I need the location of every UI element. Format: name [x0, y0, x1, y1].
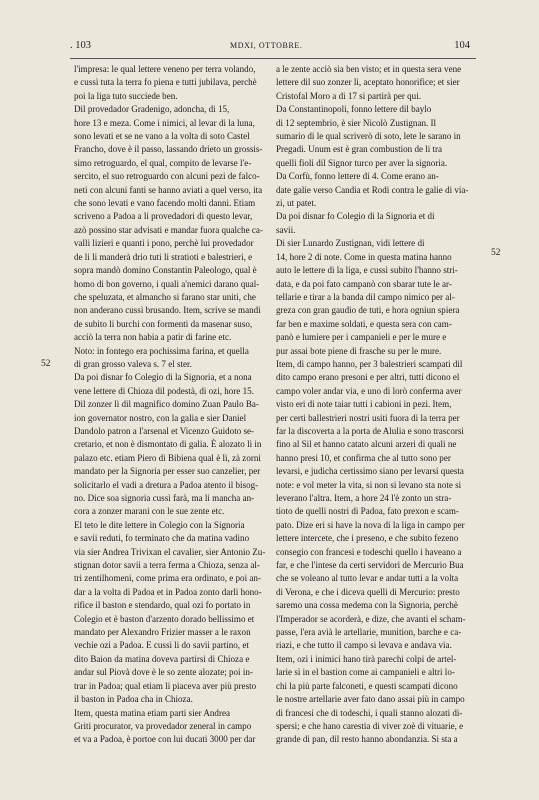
text-line: che se voleano al tutto levar e andar tutti a la volta — [276, 573, 459, 584]
text-line: di 12 septembrio, è sier Nicolò Zustignan. Il — [276, 117, 437, 128]
text-line: Colegio et è baston d'arzento dorado bellissimo et — [74, 613, 255, 624]
text-line: Da Constantinopoli, fonno lettere dil baylo — [276, 104, 432, 115]
text-line: e cussì tuta la terra fo piena e tutti jubilava, perchè — [74, 77, 257, 88]
text-line: note: e vol meter la vita, si non si levano sta note si — [276, 479, 462, 490]
text-line: fino al Sil et hanno catato alcuni arzeri di quali ne — [276, 439, 457, 450]
text-line: de subito li burchi con formenti da masenar suso, — [74, 318, 253, 329]
text-line: Da poi disnar fo Colegio di la Signoria, et a nona — [74, 372, 252, 383]
text-line: savii. — [276, 224, 296, 235]
text-line: che sono levati e vano facendo molti danni. Etiam — [74, 198, 256, 209]
text-line: vene lettere di Chioza dil podestà, di ozi, hore 15. — [74, 385, 254, 396]
text-line: passe, l'era avià le artellarie, munition, barche e ca- — [276, 627, 462, 638]
text-line: Di sier Lunardo Zustignan, vidi lettere di — [276, 238, 425, 249]
text-line: tellarie e tirar a la banda dil campo nimico per al- — [276, 291, 455, 302]
text-line: Cristofal Moro a di 17 si partirà per qui. — [276, 90, 421, 101]
page-header — [70, 40, 470, 54]
text-line: leverano l'altra. Item, a hore 24 l'è zonto un stra- — [276, 493, 452, 503]
text-line: far, e che l'intese da certi servidori de Mercurio Bua — [276, 560, 464, 571]
text-line: l'Imperador se acorderà, e dize, che avanti el scham- — [276, 613, 466, 624]
text-line: zi, ut patet. — [276, 198, 317, 209]
text-line: larie sì in el bastion come ai campanieli e altri lo- — [276, 667, 455, 678]
text-line: Dandolo patron a l'arsenal et Vicenzo Guidoto se- — [74, 425, 255, 436]
text-line: di Verona, e che i diceva quelli di Mercurio: presto — [276, 586, 460, 597]
text-line: andar sul Piovà dove è le so zente alozate; poi in- — [74, 667, 253, 678]
text-line: hore 13 e meza. Come i nimici, al levar di la luna, — [74, 117, 255, 128]
text-line: auto le lettere di la liga, e cussì subito l'hanno stri- — [276, 265, 458, 276]
text-line: dito Baion da matina doveva partirsi di Chioza e — [74, 653, 250, 664]
text-line: acciò la terra non habia a patir di farine etc. — [74, 332, 232, 343]
text-line: di gran grosso valeva s. 7 el ster. — [74, 358, 192, 369]
margin-number-left: 52 — [41, 359, 51, 369]
text-line: El teto le dite lettere in Colegio con la Signoria — [74, 519, 245, 530]
text-line: scriveno a Padoa a li provedadori di questo levar, — [74, 211, 253, 222]
text-line: non anderano cussì brusando. Item, scrive se mandi — [74, 305, 261, 316]
text-line: Griti procurator, va provedador zeneral in campo — [74, 720, 252, 731]
text-line: sopra mandò domino Constantin Paleologo, qual è — [74, 265, 257, 276]
text-line: tioto de quelli nostri di Padoa, fato prexon e scam- — [276, 506, 459, 517]
header-rule — [70, 58, 476, 59]
text-line: lettere dil suo zonzer lì, aceptato honorifice; et sier — [276, 77, 460, 88]
text-line: simo retroguardo, el qual, compito de levarse l'e- — [74, 157, 252, 168]
text-line: spersi; e che hano carestia di viver zoè di vituarie, e — [276, 720, 464, 731]
text-line: greza con gran gaudio de tuti, e hora ogniun spiera — [276, 305, 460, 316]
text-line: cora a zonzer marani con le sue zente etc. — [74, 506, 225, 517]
text-line: azò possino star advisati e mandar fuora qualche ca- — [74, 224, 263, 235]
text-line: via sier Andrea Trivixan el cavalier, sier Antonio Zu- — [74, 546, 266, 557]
page-number-right: 104 — [454, 40, 470, 51]
text-line: per certi ballestrieri nostri usiti fuora di la terra per — [276, 412, 460, 423]
text-line: 14, hore 2 di note. Come in questa matina hanno — [276, 251, 452, 262]
text-line: poi la liga tuto succiede ben. — [74, 90, 178, 101]
text-line: che speluzata, et almancho si farano star uniti, che — [74, 291, 256, 302]
text-line: lettere intercete, che i preseno, e che subito fezeno — [276, 533, 459, 544]
text-line: riazi, e che tutto il campo si levava e andava via. — [276, 640, 452, 651]
text-line: di francesi che di todeschi, i quali stanno alozati di- — [276, 707, 463, 718]
text-line: sumario di le qual scriverò di soto, lete le sarano in — [276, 131, 461, 142]
text-line: il baston in Padoa cha in Chioza. — [74, 694, 193, 705]
text-line: levarsi, e judicha certissimo siano per levarsi questa — [276, 466, 464, 477]
text-line: Pregadi. Unum est è gran combustion de li tra — [276, 144, 443, 155]
text-line: cretario, et non è dismontato di galia. È alozato lì in — [74, 439, 262, 450]
text-line: Da Corfù, fonno lettere di 4. Come erano an- — [276, 171, 439, 182]
page-number-left: . 103 — [70, 40, 91, 51]
margin-number-right: 52 — [491, 248, 501, 258]
text-line: palazo etc. etiam Piero di Bibiena qual è lì, zà zorni — [74, 452, 261, 463]
text-line: Item, questa matina etiam parti sier Andrea — [74, 707, 231, 718]
text-line: trar in Padoa; qual etiam li piaceva aver più presto — [74, 680, 257, 691]
text-line: sercito, el suo retroguardo con alcuni pezi de falco- — [74, 171, 260, 182]
text-line: Noto: in fontego era pochissima farina, et quella — [74, 345, 249, 356]
text-line: Item, di campo hanno, per 3 balestrieri scampati dil — [276, 358, 463, 369]
text-line: Francho, dove è il passo, lassando drieto un grossis- — [74, 144, 263, 155]
text-line: hanno presi 10, et confirma che al tutto sono per — [276, 452, 451, 463]
right-column — [276, 63, 476, 747]
text-line: chi la più parte falconeti, e questi scampati dicono — [276, 680, 458, 691]
text-line: grande di pan, dil resto hanno abondanzia. Si sta a — [276, 734, 458, 745]
text-line: l'impresa: le qual lettere veneno per terra volando, — [74, 64, 256, 74]
text-line: date galie verso Candia et Rodi contra le galie di via- — [276, 184, 469, 195]
text-line: far la discoverta a la porta de Alulia e sono trascorsi — [276, 425, 464, 436]
left-column — [74, 63, 274, 747]
text-line: mandato per Alexandro Frizier masser a le raxon — [74, 627, 251, 638]
text-line: homo di bon governo, i quali a'nemici darano qual- — [74, 278, 260, 289]
text-line: no. Dice soa signoria cussì farà, ma li mancha an- — [74, 493, 255, 503]
text-line: ion governator nostro, con la galia e sier Daniel — [74, 412, 247, 423]
text-line: pur assai bote piene di frasche su per le mure. — [276, 345, 442, 356]
running-head: MDXI, OTTOBRE. — [230, 41, 303, 50]
text-line: dito campo erano presoni e per altri, tutti dicono el — [276, 372, 460, 383]
text-line: valli lizieri e quanti i pono, perchè lui provedador — [74, 238, 254, 249]
text-line: data, e da poi fato campanò con sbarar tute le ar- — [276, 278, 452, 289]
text-line: stignan dotor savii a terra ferma a Chioza, senza al- — [74, 560, 260, 571]
text-line: le nostre artellarie aver fato dano assai più in campo — [276, 694, 465, 705]
text-line: campo voler andar via, e uno di lorò conferma aver — [276, 385, 462, 396]
text-line: dar a la volta di Padoa et in Padoa zonto darli hono- — [74, 586, 262, 597]
text-line: saremo una cossa medema con la Signoria, perchè — [276, 600, 458, 611]
text-line: tri zentilhomeni, come prima era ordinato, e poi an- — [74, 573, 261, 584]
text-line: Da poi disnar fo Colegio di la Signoria et di — [276, 211, 435, 222]
text-line: neti con alcuni fanti se hanno aviati a quel verso, ita — [74, 184, 263, 195]
text-line: sono levati et se ne vano a la volta di soto Castel — [74, 131, 250, 142]
text-line: Dil zonzer lì dil magnifico domino Zuan Paulo Ba- — [74, 399, 259, 410]
text-line: et va a Padoa, è portoe con lui ducati 3000 per dar — [74, 734, 256, 745]
text-line: Item, ozi i inimici hano tirà parechi colpi de artel- — [276, 653, 457, 664]
text-line: de li li manderà drio tuti li stratioti e balestrieri, e — [74, 251, 253, 262]
text-line: mandato per la Signoria per esser suo canzelier, per — [74, 466, 261, 477]
text-line: pato. Dize eri si have la nova di la liga in campo per — [276, 519, 465, 530]
text-line: Dil provedador Gradenigo, adoncha, di 15, — [74, 104, 230, 115]
text-line: rifice il baston e stendardo, qual ozi fo portato in — [74, 600, 251, 611]
text-line: panò e lumiere per i campanieli e per le mure e — [276, 332, 447, 343]
text-line: vechie ozi a Padoa. E cussì li do savii partino, et — [74, 640, 249, 651]
text-line: a le zente acciò sia ben visto; et in questa sera vene — [276, 64, 462, 74]
text-line: solicitarlo el vadi a dretura a Padoa atento il bisog- — [74, 479, 259, 490]
text-line: e savii reduti, fo terminato che da matina vadino — [74, 533, 250, 544]
text-line: quelli fioli dil Signor turco per aver la signoria. — [276, 157, 448, 168]
text-line: far ben e maxime soldati, e questa sera con cam- — [276, 318, 452, 329]
text-line: consegio con francesi e todeschi quello i haveano a — [276, 546, 462, 557]
text-line: visto eri di note taiar tutti i cabioni in pezi. Item, — [276, 399, 452, 410]
